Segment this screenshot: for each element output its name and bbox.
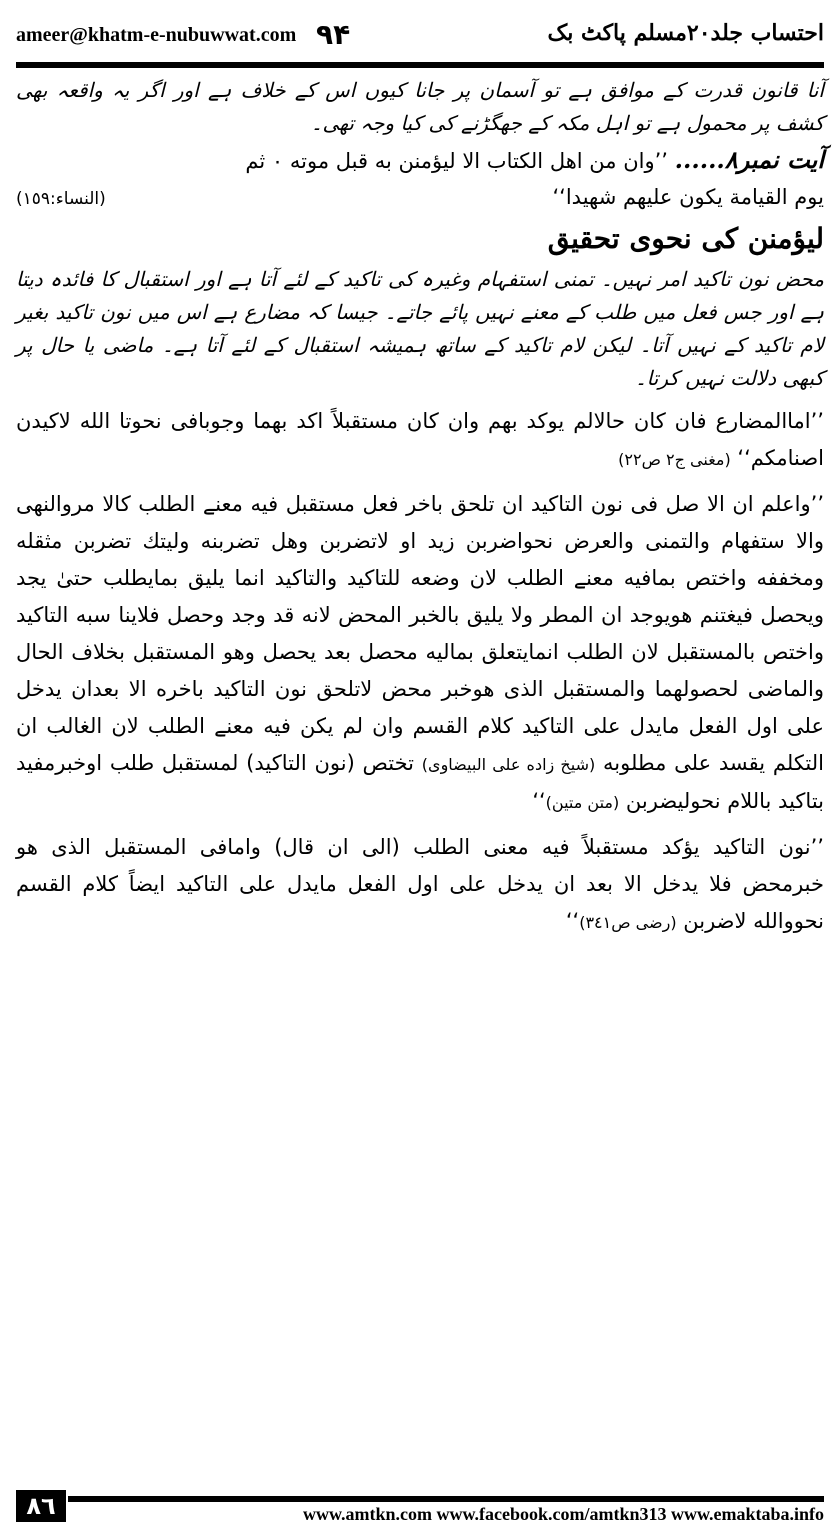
header-rule — [16, 62, 824, 68]
ayat-line-2 — [16, 179, 824, 217]
quote-mughni — [16, 403, 824, 478]
header-page-number: ٩۴ — [316, 18, 351, 51]
section-subheading: لیؤمنن کی نحوی تحقیق — [547, 222, 824, 255]
ayat-line-1 — [16, 142, 824, 179]
quote-matn-ref: (متن متين) — [545, 793, 620, 812]
ayat-heading: آیت نمبر۸...... — [674, 145, 824, 174]
quote-razi-close: ‘‘ — [565, 909, 580, 933]
quote-shaikh-zada — [16, 486, 824, 821]
quote-razi-text: ’’نون التاكيد يؤكد مستقبلاً فيه معنى الطلب (الى ان قال) وامافى المستقبل الذى هو خبرمحض فلا يدخل الا بعد ان يدخل على اول الفعل مايدل على التاكيد ايضاً كلام القسم نحووالله لاضربن — [16, 835, 824, 933]
ayat-block — [16, 142, 824, 217]
footer-links[interactable]: www.amtkn.com www.facebook.com/amtkn313 www.emaktaba.info — [303, 1504, 824, 1524]
ayat-text-1: ’’وان من اهل الكتاب الا ليؤمنن به قبل موته ٠ ثم — [245, 149, 668, 173]
quote-shaikh-zada-ref: (شيخ زاده على البيضاوى) — [421, 755, 596, 774]
ayat-reference: (النساء:١٥٩) — [16, 189, 106, 209]
footer-page-number: ٨٦ — [16, 1490, 66, 1522]
quote-mughni-text: ’’اماالمضارع فان كان حالالم يوكد بهم وان كان مستقبلاً اكد بهما وجوبافى نحوتا الله لاكيدن اصنامكم‘‘ — [16, 409, 824, 470]
paragraph-grammar: محض نون تاکید امر نہیں۔ تمنی استفہام وغیرہ کی تاکید کے لئے آتا ہے اور استقبال کا فائدہ دیتا ہے اور جس فعل میں طلب کے معنے نہیں پائے جاتے۔ جیسا کہ مضارع ہے اس میں نون تاکید بغیر لام تاکید کے نہیں آتا۔ لیکن لام تاکید کے ساتھ ہمیشہ استقبال کے لئے آتا ہے۔ ماضی یا حال پر کبھی دلالت نہیں کرتا۔ — [16, 267, 824, 390]
quote-matn-close: ‘‘ — [532, 789, 546, 813]
quote-shaikh-zada-text: ’’واعلم ان الا صل فى نون التاكيد ان تلحق باخر فعل مستقبل فيه معنے الطلب كالا مروالنهى والا ستفهام والتمنى والعرض نحواضربن زيد او لاتضربن وهل تضربنه وليتك تضربن مثقله ومخففه واختص بمافيه معنے الطلب لان وضعه للتاكيد والتاكيد انما يليق بمايطلب حتىٰ يجد ويحصل فيغتنم هويوجد ان المطر ولا يليق بالخبر المحض لانه قد وجد وحصل فلاينا سبه التاكيد واختص بالمستقبل لان الطلب انمايتعلق بماليه محصل بعد يحصل وهو المستقبل بخلاف الحال والماضى لحصولهما والمستقبل الذى هوخبر محض لاتلحق نون التاكيد باخره الا بعدان يدخل على اول الفعل مايدل على التاكيد كلام القسم وان لم يكن فيه معنے الطلب لان الغالب ان التكلم يقسد على مطلوبه — [16, 492, 824, 775]
quote-razi-ref: (رضى ص٣٤١) — [579, 913, 677, 932]
ayat-text-2: يوم القيامة يكون عليهم شهيدا‘‘ — [552, 185, 824, 209]
header-email: ameer@khatm-e-nubuwwat.com — [16, 24, 297, 46]
quote-mughni-ref: (مغنى ج٢ ص٢٢) — [618, 450, 731, 469]
header-book-title: احتساب جلد۲۰مسلم پاکٹ بک — [547, 20, 824, 46]
quote-matn-text: تختص (نون التاكيد) لمستقبل طلب اوخبرمفيد بتاكيد باللام نحوليضربن — [16, 751, 824, 813]
quote-razi — [16, 829, 824, 941]
paragraph-intro: آنا قانون قدرت کے موافق ہے تو آسمان پر جانا کیوں اس کے خلاف ہے اور اگر یہ واقعہ بھی کشف پر محمول ہے تو اہل مکہ کے جھگڑنے کی کیا وجہ تھی۔ — [16, 78, 824, 135]
page-header — [16, 18, 824, 58]
page-footer — [16, 1490, 824, 1522]
footer-rule — [68, 1496, 824, 1502]
page-content — [16, 74, 824, 941]
